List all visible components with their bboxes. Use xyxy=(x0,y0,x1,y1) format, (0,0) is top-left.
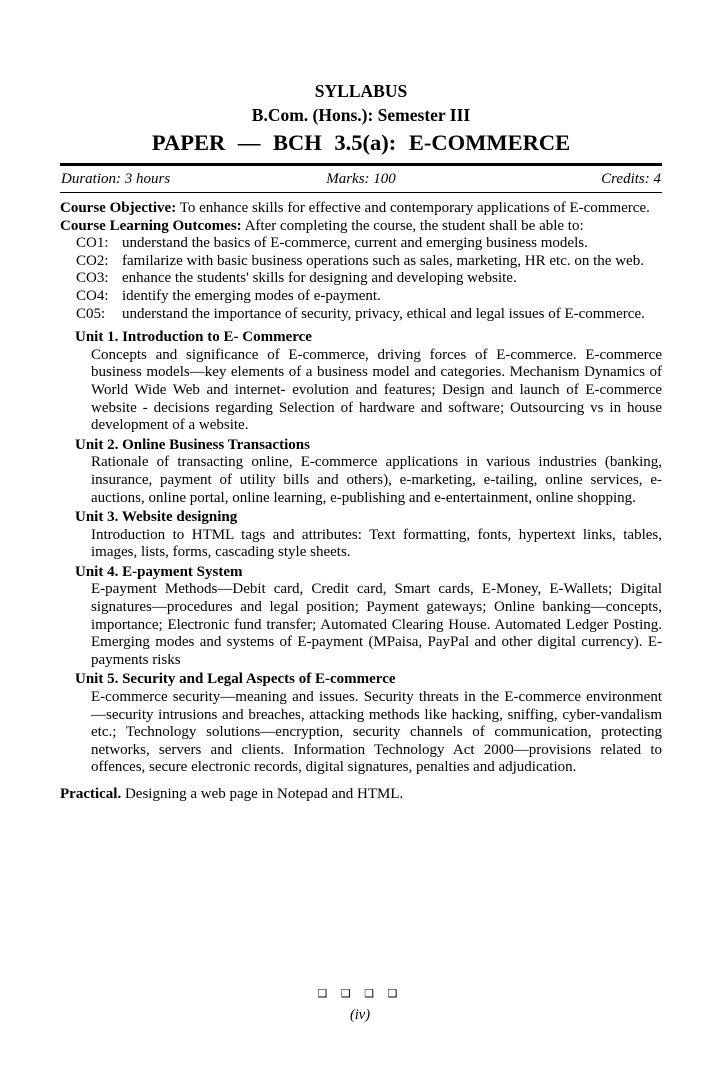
outcome-code: CO2: xyxy=(76,252,109,269)
outcome-text: familarize with basic business operations such as sales, marketing, HR etc. on the web. xyxy=(122,252,644,269)
unit-2-section xyxy=(60,437,662,507)
course-objective-paragraph xyxy=(60,200,662,218)
unit-5-title: Unit 5. Security and Legal Aspects of E-commerce xyxy=(75,671,396,688)
unit-5-section xyxy=(60,671,662,777)
unit-2-body: Rationale of transacting online, E-commerce applications in various industries (banking, insurance, payment of utility bills and others), e-marketing, e-tailing, online services, e-auctions, online portal, online learning, e-publishing and e-entertainment, online shopping. xyxy=(91,454,662,506)
practical-label: Practical. xyxy=(60,786,122,802)
outcome-text: identify the emerging modes of e-payment. xyxy=(122,287,381,304)
outcome-item xyxy=(76,235,662,253)
unit-3-title: Unit 3. Website designing xyxy=(75,509,238,526)
unit-1-title: Unit 1. Introduction to E- Commerce xyxy=(75,329,312,346)
unit-5-body: E-commerce security—meaning and issues. Security threats in the E-commerce environment—security intrusions and breaches, attacking methods like hacking, sniffing, cyber-vandalism etc.; Technology solutions—encryption, security channels of communication, protecting networks, servers and clients. Information Technology Act 2000—provisions related to offences, secure electronic records, digital signatures, penalties and adjudication. xyxy=(91,689,662,776)
syllabus-title: SYLLABUS xyxy=(314,81,408,101)
ornament-squares: ❑ ❑ ❑ ❑ xyxy=(317,987,403,1000)
course-outcomes-label: Course Learning Outcomes: xyxy=(60,217,242,234)
unit-3-body: Introduction to HTML tags and attributes: Text formatting, fonts, hypertext links, tables, images, lists, forms, cascading style sheets. xyxy=(91,526,662,561)
unit-3-section xyxy=(60,509,662,562)
outcome-text: understand the importance of security, privacy, ethical and legal issues of E-commerce. xyxy=(122,305,645,322)
course-info-row xyxy=(60,166,662,192)
outcome-code: CO3: xyxy=(76,270,109,287)
outcomes-list xyxy=(76,235,662,323)
page-number: (iv) xyxy=(349,1007,371,1023)
outcome-item xyxy=(76,253,662,271)
practical-paragraph xyxy=(60,786,662,804)
marks-text: Marks: 100 xyxy=(326,171,396,187)
unit-4-body: E-payment Methods—Debit card, Credit card, Smart cards, E-Money, E-Wallets; Digital signatures—procedures and legal position; Payment gateways; Online banking—concepts, importance; Electronic fund transfer; Automated Clearing House. Automated Ledger Posting. Emerging modes and systems of E-payment (MPaisa, PayPal and other digital currency). E-payments risks xyxy=(91,581,662,668)
credits-text: Credits: 4 xyxy=(601,171,661,187)
outcome-item xyxy=(76,288,662,306)
outcome-text: understand the basics of E-commerce, current and emerging business models. xyxy=(122,235,588,252)
units-section xyxy=(60,329,662,777)
unit-1-body: Concepts and significance of E-commerce, driving forces of E-commerce. E-commerce business models—key elements of a business model and categories. Mechanism Dynamics of World Wide Web and internet- evolution and features; Design and launch of E-commerce website - decisions regarding Selection of hardware and software; Outsourcing vs in house development of a website. xyxy=(91,346,662,434)
course-outcomes-paragraph xyxy=(60,218,662,236)
unit-4-section xyxy=(60,564,662,670)
duration-text: Duration: 3 hours xyxy=(61,171,171,187)
document-body xyxy=(60,200,662,804)
document-header xyxy=(60,80,662,158)
course-objective-label: Course Objective: xyxy=(60,200,177,216)
outcome-code: CO1: xyxy=(76,235,109,252)
unit-1-section xyxy=(60,329,662,435)
page-footer xyxy=(0,987,720,1024)
outcome-item xyxy=(76,306,662,324)
thin-rule xyxy=(60,192,662,193)
outcome-code: CO4: xyxy=(76,287,109,304)
outcome-code: C05: xyxy=(76,305,106,322)
practical-text: Designing a web page in Notepad and HTML. xyxy=(121,786,404,802)
course-objective-text: To enhance skills for effective and contemporary applications of E-commerce. xyxy=(176,200,650,216)
outcome-item xyxy=(76,270,662,288)
unit-2-title: Unit 2. Online Business Transactions xyxy=(75,436,310,453)
paper-title: PAPER — BCH 3.5(a): E-COMMERCE xyxy=(151,130,571,155)
outcome-text: enhance the students' skills for designing and developing website. xyxy=(122,270,517,287)
unit-4-title: Unit 4. E-payment System xyxy=(75,563,243,580)
course-outcomes-intro: After completing the course, the student shall be able to: xyxy=(241,217,584,234)
program-semester-title: B.Com. (Hons.): Semester III xyxy=(251,105,471,125)
